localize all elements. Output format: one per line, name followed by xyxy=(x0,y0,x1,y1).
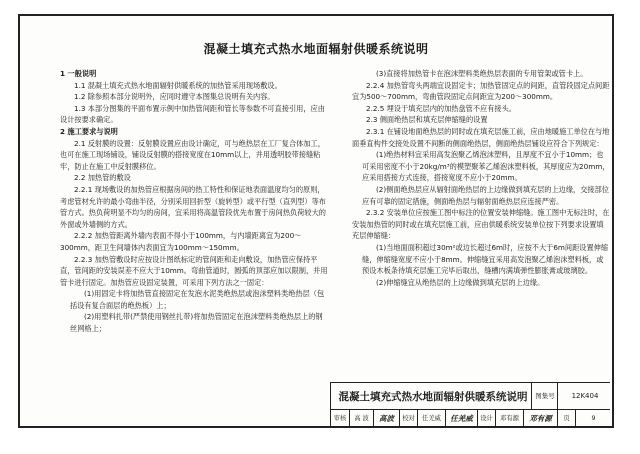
paragraph: 1.2 除参照本部分说明外，应同时遵守本图集总说明有关内容。 xyxy=(74,92,275,102)
paragraph: 2.2.3 加热管敷设时应按设计图纸标定的管间距和走向敷设，加热管应保持平直，管间距的安装误差不应大于10mm。弯曲管道时，圆弧的顶部应加以限制，并用管卡进行固定。加热管应设固定装置，可采用下列方法之一固定： xyxy=(60,254,328,287)
left-column xyxy=(60,68,328,335)
paragraph: 2.1 反射膜的设置：反射膜设置应由设计确定，可与绝热层在工厂复合体加工，也可在施工现场铺设，铺设反射膜的搭接宽度在10mm以上，并用透明胶带接缝粘牢，防止在施工中反射膜移位。 xyxy=(60,138,325,171)
reviewer-signature: 高波 xyxy=(373,410,399,427)
set-number-label: 图集号 xyxy=(531,383,558,410)
paragraph: 2.2.2 加热管距离外墙内表面不得小于100mm，与内墙距离宜为200～300mm，距卫生间墙体内表面宜为100mm～150mm。 xyxy=(60,231,302,252)
paragraph: 1.1 混凝土填充式热水地面辐射供暖系统的加热管采用现场敷设。 xyxy=(74,80,282,90)
review-label: 审核 xyxy=(333,415,347,422)
designer-name: 邓有源 xyxy=(495,410,523,427)
paragraph: 2.3.1 在铺设地面绝热层的同时或在填充层施工前，应由地暖施工单位在与地面垂直构件交接处设置不间断的侧面绝热层，侧面绝热层铺设应符合下列规定： xyxy=(352,126,610,148)
set-number: 12K404 xyxy=(557,383,612,410)
paragraph: (2)用塑料扎带(严禁使用钢丝扎带)将加热管固定在泡沫塑料类绝热层上的钢丝网格上； xyxy=(70,312,323,334)
paragraph: 2.2.5 埋设于填充层内的加热盘管不应有接头。 xyxy=(366,103,516,113)
paragraph: (1)当地面面积超过30m²或边长超过6m时，应按不大于6m间距设置伸缩缝，伸缩缝宽度不应小于8mm。伸缩缝宜采用高发泡聚乙烯泡沫塑料板，或预设木板条待填充层施工完毕后取出，缝槽内满填弹性膨胀膏或玻璃胶。 xyxy=(362,242,609,276)
designer-signature: 邓有源 xyxy=(523,410,557,427)
paragraph: 2.3.2 安装单位应按施工图中标注的位置安装伸缩缝。施工图中无标注时，在安装加热管的同时或在填充层施工前，应由供暖系统安装单位按下列要求设置填充层伸缩缝： xyxy=(352,208,610,241)
paragraph: (2)侧面绝热层应从辐射面绝热层的上边缘做到填充层的上边缘，交接部位应有可靠的固定措施，侧面绝热层与辐射面绝热层应连接严密。 xyxy=(362,184,609,206)
paragraph: (1)用固定卡将加热管直接固定在发泡水泥类绝热层或泡沫塑料类绝热层（包括设有复合面层的绝热板）上； xyxy=(70,289,325,310)
checker-name: 任羌威 xyxy=(417,410,445,427)
checker-signature: 任羌威 xyxy=(445,410,477,427)
paragraph: (1)绝热材料宜采用高发泡聚乙烯泡沫塑料，且厚度不宜小于10mm；也可采用密度不小于20kg/m³的模塑聚苯乙烯泡沫塑料板，其厚度应为20mm，应采用搭接方式连接，搭接宽度不应小于20mm。 xyxy=(362,150,610,183)
design-label: 设计 xyxy=(477,410,495,427)
paragraph: 2.2.1 现场敷设的加热管应根据房间的热工特性和保证地表面温度均匀的原则，考虑管材允许的最小弯曲半径，分别采用回折型（旋转型）或平行型（直列型）等布管方式。热负荷明显不均匀的房间，宜采用将高温管段优先布置于房间热负荷较大的外窗或外墙侧的方式。 xyxy=(60,184,326,229)
paragraph: 1.3 本部分图集的平面布置示例中加热管间距和管长等参数不可直接引用，应由设计按要求确定。 xyxy=(60,103,325,125)
reviewer-name: 高 波 xyxy=(349,410,373,427)
drawing-sheet xyxy=(18,14,614,428)
right-column xyxy=(352,68,610,288)
page-label: 页 xyxy=(557,410,575,427)
paragraph: 2.2 加热管的敷设 xyxy=(74,173,131,183)
section-heading: 2 施工要求与说明 xyxy=(60,126,118,136)
page-number: 9 xyxy=(575,410,611,427)
paragraph: 2.3 侧面绝热层和填充层伸缩缝的设置 xyxy=(366,115,488,125)
title-block-title: 混凝土填充式热水地面辐射供暖系统说明 xyxy=(338,391,528,403)
check-label: 校对 xyxy=(399,410,417,427)
title-block xyxy=(330,382,610,426)
paragraph: 2.2.4 加热管弯头两端宜设固定卡；加热管固定点的间距，直管段固定点间距宜为500～700mm，弯曲管段固定点间距宜为200～300mm。 xyxy=(352,80,610,102)
section-heading: 1 一般说明 xyxy=(60,69,97,78)
page-title: 混凝土填充式热水地面辐射供暖系统说明 xyxy=(203,42,429,56)
paragraph: (2)伸缩缝宜从绝热层的上边缘做到填充层的上边缘。 xyxy=(376,277,545,287)
paragraph: (3)直接将加热管卡在泡沫塑料类绝热层表面的专用管架或管卡上。 xyxy=(376,69,588,78)
